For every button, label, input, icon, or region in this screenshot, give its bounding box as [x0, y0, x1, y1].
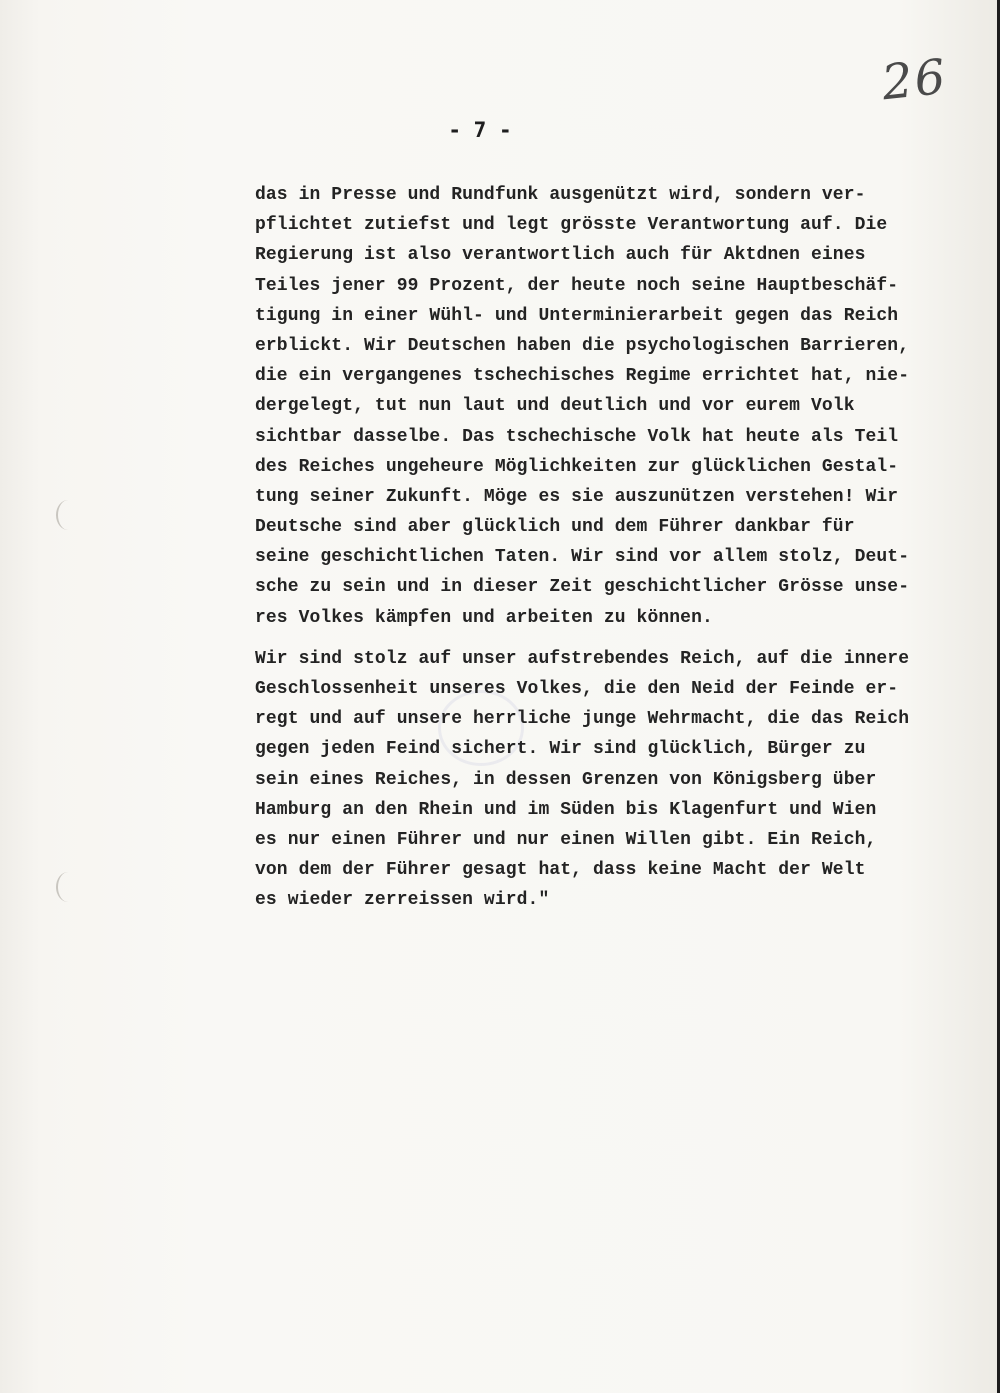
text-line: seine geschichtlichen Taten. Wir sind vor allem stolz, Deut-	[255, 547, 910, 568]
text-line: Hamburg an den Rhein und im Süden bis Klagenfurt und Wien	[255, 799, 877, 820]
text-line: Wir sind stolz auf unser aufstrebendes Reich, auf die innere	[255, 648, 910, 669]
text-line: Regierung ist also verantwortlich auch für Aktdnen eines	[255, 245, 866, 266]
text-line: Geschlossenheit unseres Volkes, die den Neid der Feinde er-	[255, 679, 899, 699]
text-line: regt und auf unsere herrliche junge Wehrmacht, die das Reich	[255, 709, 910, 730]
text-line: es nur einen Führer und nur einen Willen gibt. Ein Reich,	[255, 829, 877, 850]
page-number: - 7 -	[448, 118, 512, 142]
text-line: sichtbar dasselbe. Das tschechische Volk hat heute als Teil	[255, 426, 899, 447]
text-line: die ein vergangenes tschechisches Regime errichtet hat, nie-	[255, 366, 910, 387]
typewritten-body	[255, 180, 975, 916]
handwritten-folio-number: 26	[879, 48, 950, 112]
text-line: res Volkes kämpfen und arbeiten zu können.	[255, 607, 713, 628]
text-line: Deutsche sind aber glücklich und dem Führer dankbar für	[255, 517, 855, 538]
text-line: von dem der Führer gesagt hat, dass keine Macht der Welt	[255, 860, 866, 881]
punch-hole	[56, 872, 80, 902]
paragraph-2	[255, 644, 975, 916]
punch-hole	[56, 500, 80, 530]
paragraph-1	[255, 180, 975, 633]
text-line: sein eines Reiches, in dessen Grenzen von Königsberg über	[255, 769, 877, 790]
text-line: pflichtet zutiefst und legt grösste Verantwortung auf. Die	[255, 215, 888, 236]
text-line: tung seiner Zukunft. Möge es sie auszunützen verstehen! Wir	[255, 486, 899, 507]
text-line: es wieder zerreissen wird."	[255, 890, 550, 911]
text-line: das in Presse und Rundfunk ausgenützt wird, sondern ver-	[255, 185, 866, 205]
text-line: tigung in einer Wühl- und Unterminierarbeit gegen das Reich	[255, 305, 899, 326]
text-line: gegen jeden Feind sichert. Wir sind glücklich, Bürger zu	[255, 739, 866, 760]
text-line: des Reiches ungeheure Möglichkeiten zur glücklichen Gestal-	[255, 456, 899, 477]
text-line: Teiles jener 99 Prozent, der heute noch seine Hauptbeschäf-	[255, 275, 899, 296]
text-line: sche zu sein und in dieser Zeit geschichtlicher Grösse unse-	[255, 577, 910, 598]
text-line: dergelegt, tut nun laut und deutlich und vor eurem Volk	[255, 396, 855, 417]
text-line: erblickt. Wir Deutschen haben die psychologischen Barrieren,	[255, 335, 910, 356]
